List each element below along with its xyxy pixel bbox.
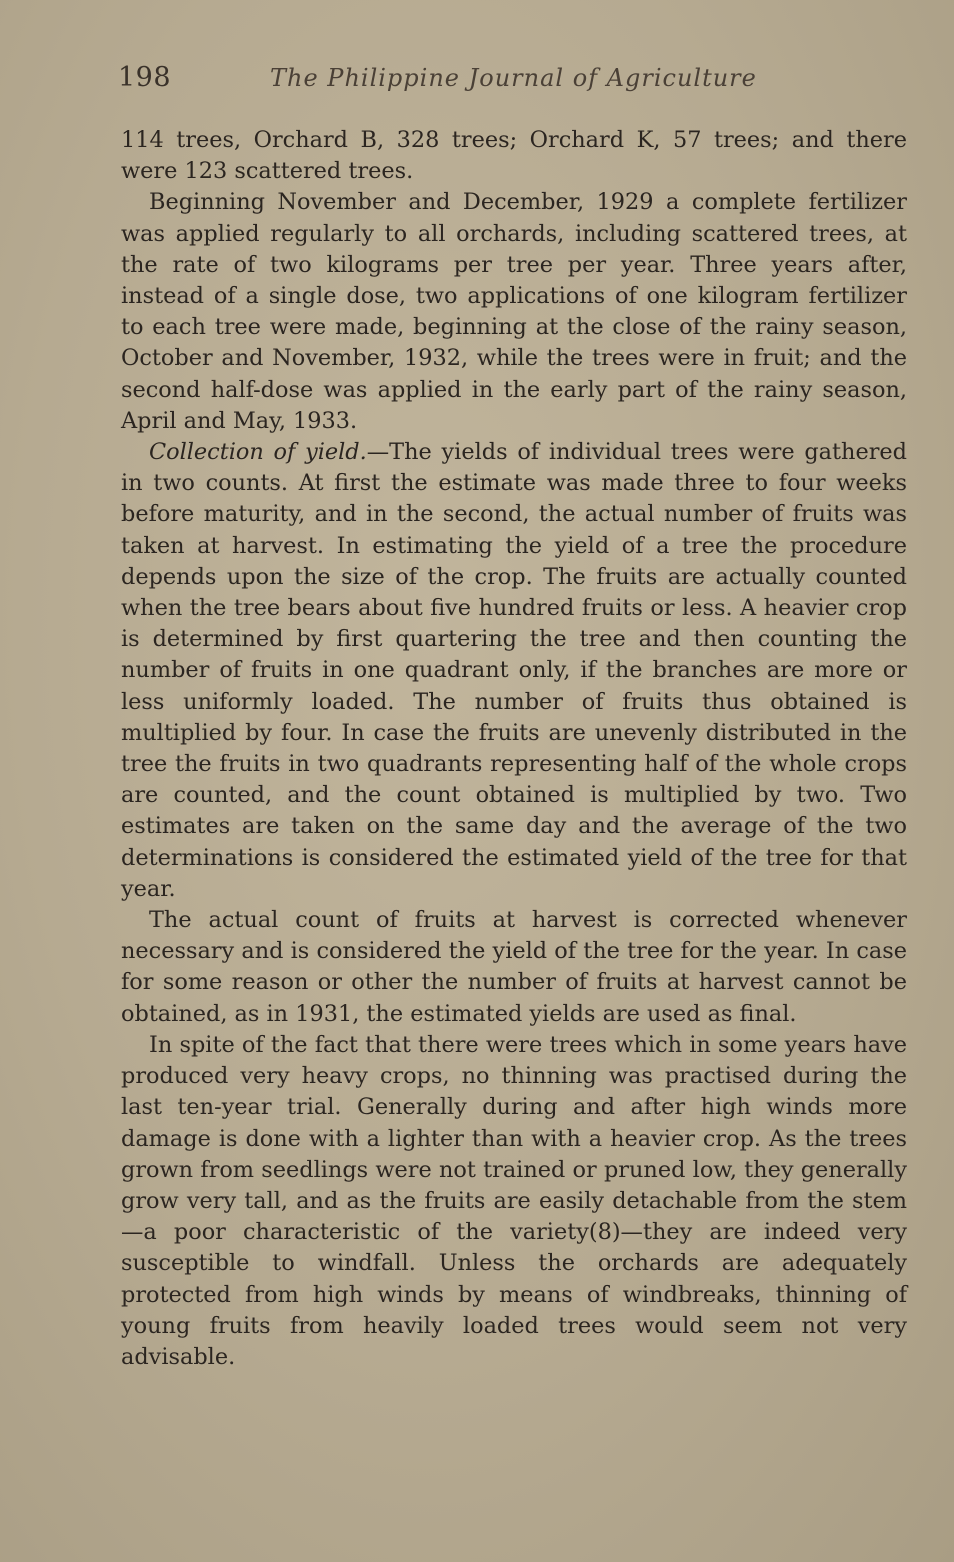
paragraph-4: The actual count of fruits at harvest is corrected whenever necessary and is considered the yield of the tree for the year. In case for some reason or other the number of fruits at harvest cannot be obtained, as in 1931, the estimated yields are used as final. xyxy=(121,907,907,1027)
page-number: 198 xyxy=(118,62,172,93)
paragraph-5: In spite of the fact that there were trees which in some years have produced very heavy crops, no thinning was practised during the last ten-year trial. Generally during and after high winds more damage is done with a lighter than with a heavier crop. As the trees grown from seedlings were not trained or pruned low, they generally grow very tall, and as the fruits are easily detachable from the stem—a poor characteristic of the variety(8)—they are indeed very susceptible to windfall. Unless the orchards are adequately protected from high winds by means of windbreaks, thinning of young fruits from heavily loaded trees would seem not very advisable. xyxy=(121,1031,907,1370)
section-heading-collection-of-yield: Collection of yield. xyxy=(149,439,367,466)
journal-title: The Philippine Journal of Agriculture xyxy=(270,64,757,92)
paragraph-1: 114 trees, Orchard B, 328 trees; Orchard K, 57 trees; and there were 123 scattered trees. xyxy=(121,127,907,185)
body-text xyxy=(121,125,907,1373)
paragraph-2: Beginning November and December, 1929 a complete fertilizer was applied regularly to all orchards, including scattered trees, at the rate of two kilograms per tree per year. Three years after, instead of a single dose, two applications of one kilogram fertilizer to each tree were made, beginning at the close of the rainy season, October and November, 1932, while the trees were in fruit; and the second half-dose was applied in the early part of the rainy season, April and May, 1933. xyxy=(121,189,907,434)
paragraph-3 xyxy=(121,437,907,905)
paragraph-3-text: —The yields of individual trees were gathered in two counts. At first the estimate was made three to four weeks before maturity, and in the second, the actual number of fruits was taken at harvest. In estimating the yield of a tree the procedure depends upon the size of the crop. The fruits are actually counted when the tree bears about five hundred fruits or less. A heavier crop is determined by first quartering the tree and then counting the number of fruits in one quadrant only, if the branches are more or less uniformly loaded. The number of fruits thus obtained is multiplied by four. In case the fruits are unevenly distributed in the tree the fruits in two quadrants representing half of the whole crops are counted, and the count obtained is multiplied by two. Two estimates are taken on the same day and the average of the two determinations is considered the estimated yield of the tree for that year. xyxy=(121,439,907,902)
page-header xyxy=(118,62,908,102)
